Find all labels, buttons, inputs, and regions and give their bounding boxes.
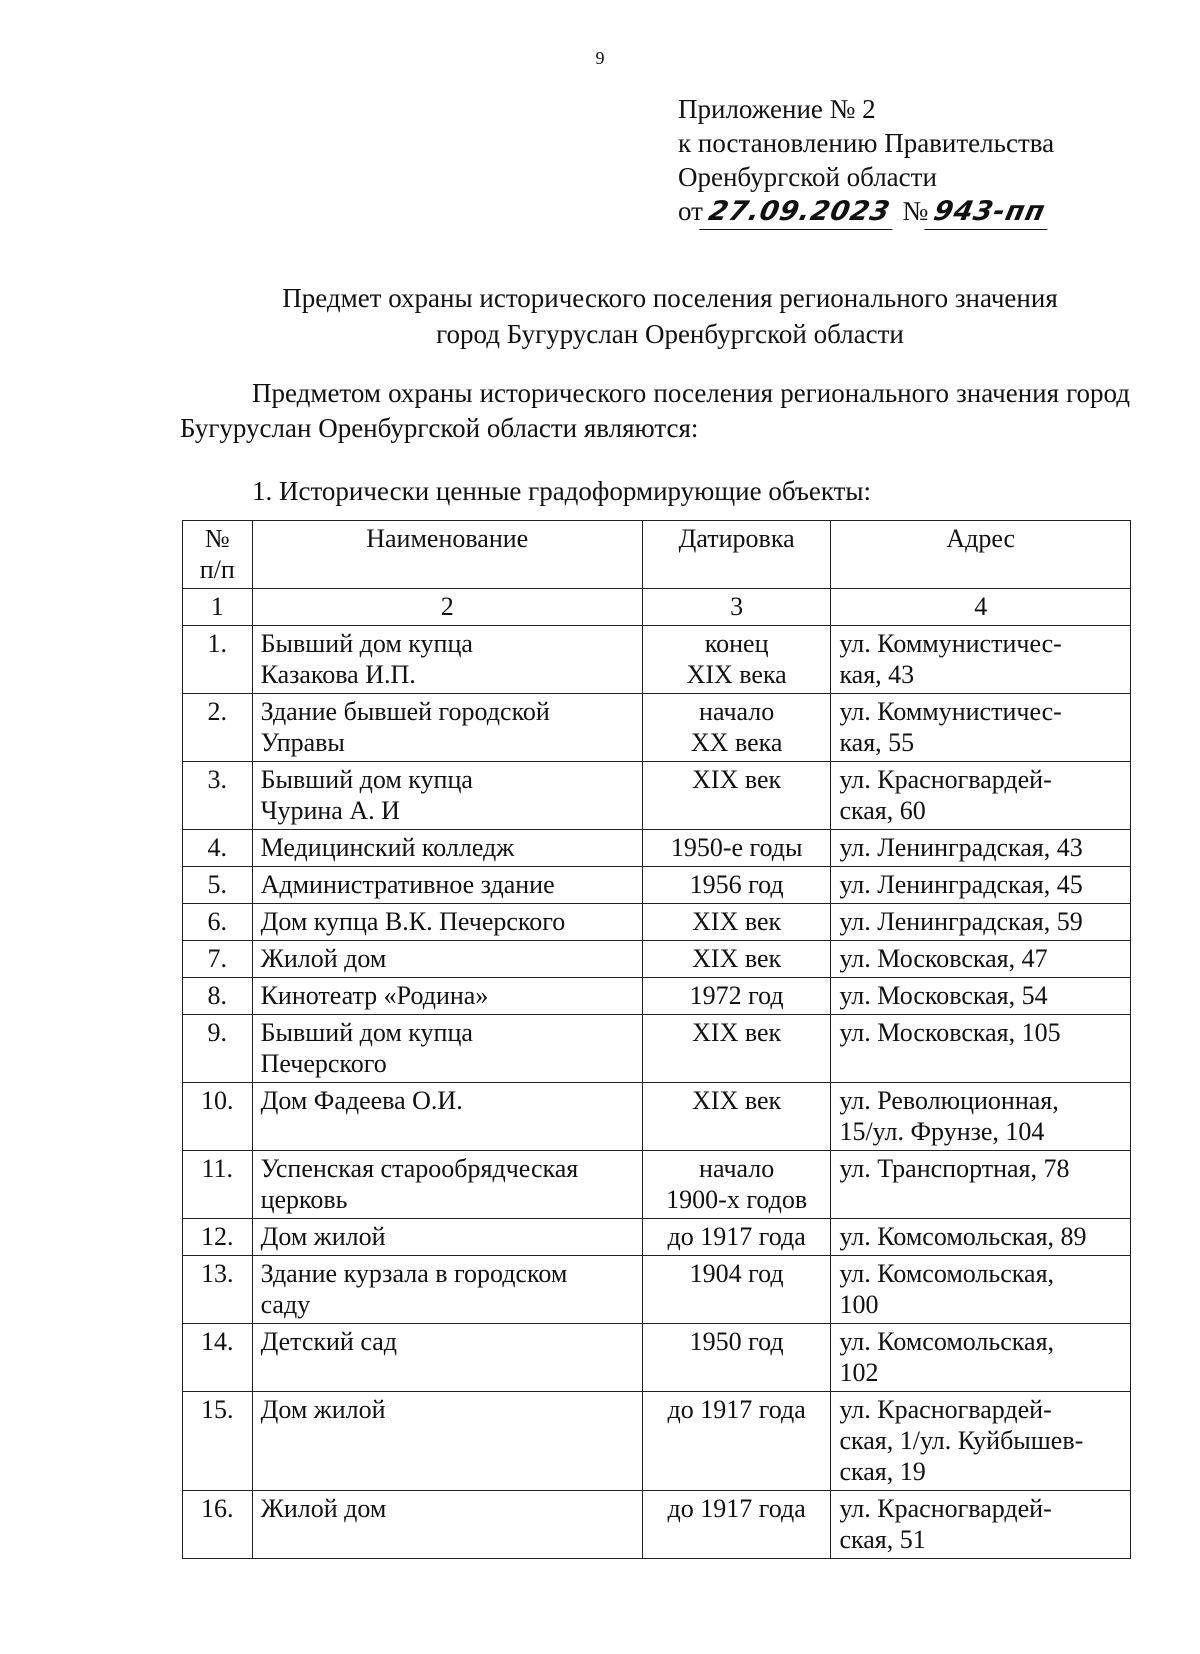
table-row <box>183 1324 1131 1392</box>
table-row <box>183 694 1131 762</box>
cell-address: ул. Ленинградская, 45 <box>831 867 1131 904</box>
document-title-line-1: Предмет охраны исторического поселения регионального значения <box>282 283 1058 313</box>
column-number: 2 <box>252 589 642 626</box>
document-title-line-2: город Бугуруслан Оренбургской области <box>436 319 904 349</box>
column-number: 3 <box>642 589 831 626</box>
document-title <box>240 280 1100 352</box>
cell-name: Здание бывшей городской Управы <box>252 694 642 762</box>
cell-number: 3. <box>183 762 253 830</box>
cell-address: ул. Московская, 47 <box>831 941 1131 978</box>
cell-date: XIX век <box>642 904 831 941</box>
column-number: 4 <box>831 589 1131 626</box>
cell-address: ул. Московская, 54 <box>831 978 1131 1015</box>
cell-name: Бывший дом купца Казакова И.П. <box>252 626 642 694</box>
cell-address: ул. Красногвардей- ская, 1/ул. Куйбышев- ская, 19 <box>831 1392 1131 1491</box>
cell-address: ул. Ленинградская, 59 <box>831 904 1131 941</box>
table-row <box>183 626 1131 694</box>
table-row <box>183 1491 1131 1559</box>
cell-date: 1950 год <box>642 1324 831 1392</box>
cell-number: 14. <box>183 1324 253 1392</box>
cell-address: ул. Красногвардей- ская, 51 <box>831 1491 1131 1559</box>
appendix-date-number-line <box>678 194 1054 230</box>
header-address: Адрес <box>831 521 1131 589</box>
cell-date: конец XIX века <box>642 626 831 694</box>
appendix-block <box>678 92 1054 230</box>
cell-name: Жилой дом <box>252 1491 642 1559</box>
column-number: 1 <box>183 589 253 626</box>
cell-number: 11. <box>183 1151 253 1219</box>
cell-number: 1. <box>183 626 253 694</box>
appendix-title: Приложение № 2 <box>678 94 876 124</box>
cell-address: ул. Красногвардей- ская, 60 <box>831 762 1131 830</box>
cell-name: Детский сад <box>252 1324 642 1392</box>
cell-number: 13. <box>183 1256 253 1324</box>
cell-number: 6. <box>183 904 253 941</box>
cell-address: ул. Комсомольская, 102 <box>831 1324 1131 1392</box>
intro-paragraph: Предметом охраны исторического поселения регионального значения город Бугуруслан Оренбургской области являются: <box>180 378 1130 443</box>
cell-name: Жилой дом <box>252 941 642 978</box>
table-row <box>183 941 1131 978</box>
table-row <box>183 867 1131 904</box>
cell-name: Бывший дом купца Чурина А. И <box>252 762 642 830</box>
date-prefix: от <box>678 196 703 226</box>
page-number: 9 <box>595 48 605 68</box>
cell-date: до 1917 года <box>642 1392 831 1491</box>
table-row <box>183 1256 1131 1324</box>
objects-table <box>182 520 1131 1559</box>
table-row <box>183 830 1131 867</box>
cell-number: 9. <box>183 1015 253 1083</box>
table-row <box>183 1219 1131 1256</box>
number-prefix: № <box>902 196 929 226</box>
cell-date: XIX век <box>642 1015 831 1083</box>
cell-number: 15. <box>183 1392 253 1491</box>
cell-name: Медицинский колледж <box>252 830 642 867</box>
cell-date: 1950-е годы <box>642 830 831 867</box>
cell-date: начало 1900-х годов <box>642 1151 831 1219</box>
cell-number: 12. <box>183 1219 253 1256</box>
cell-date: 1972 год <box>642 978 831 1015</box>
appendix-resolution-line: к постановлению Правительства <box>678 128 1055 158</box>
header-number: № п/п <box>183 521 253 589</box>
table-row <box>183 1015 1131 1083</box>
cell-address: ул. Революционная, 15/ул. Фрунзе, 104 <box>831 1083 1131 1151</box>
cell-number: 8. <box>183 978 253 1015</box>
cell-name: Дом жилой <box>252 1392 642 1491</box>
cell-name: Административное здание <box>252 867 642 904</box>
cell-date: до 1917 года <box>642 1219 831 1256</box>
cell-name: Дом Фадеева О.И. <box>252 1083 642 1151</box>
table-row <box>183 1151 1131 1219</box>
cell-number: 7. <box>183 941 253 978</box>
cell-address: ул. Коммунистичес- кая, 55 <box>831 694 1131 762</box>
table-row <box>183 1083 1131 1151</box>
section-heading: 1. Исторически ценные градоформирующие объекты: <box>252 476 872 506</box>
cell-number: 10. <box>183 1083 253 1151</box>
handwritten-number: 943-пп <box>925 195 1055 230</box>
table-row <box>183 904 1131 941</box>
table-row <box>183 1392 1131 1491</box>
cell-address: ул. Комсомольская, 100 <box>831 1256 1131 1324</box>
header-date: Датировка <box>642 521 831 589</box>
cell-name: Дом купца В.К. Печерского <box>252 904 642 941</box>
header-name: Наименование <box>252 521 642 589</box>
cell-date: XIX век <box>642 941 831 978</box>
cell-date: XIX век <box>642 762 831 830</box>
handwritten-date: 27.09.2023 <box>699 195 899 230</box>
cell-number: 5. <box>183 867 253 904</box>
cell-name: Бывший дом купца Печерского <box>252 1015 642 1083</box>
cell-address: ул. Коммунистичес- кая, 43 <box>831 626 1131 694</box>
cell-date: 1956 год <box>642 867 831 904</box>
table-row <box>183 978 1131 1015</box>
cell-date: до 1917 года <box>642 1491 831 1559</box>
cell-name: Кинотеатр «Родина» <box>252 978 642 1015</box>
table-row <box>183 762 1131 830</box>
cell-address: ул. Транспортная, 78 <box>831 1151 1131 1219</box>
table-header-row <box>183 521 1131 589</box>
cell-name: Здание курзала в городском саду <box>252 1256 642 1324</box>
cell-address: ул. Ленинградская, 43 <box>831 830 1131 867</box>
cell-number: 16. <box>183 1491 253 1559</box>
cell-address: ул. Комсомольская, 89 <box>831 1219 1131 1256</box>
column-number-row <box>183 589 1131 626</box>
cell-number: 4. <box>183 830 253 867</box>
cell-number: 2. <box>183 694 253 762</box>
cell-date: 1904 год <box>642 1256 831 1324</box>
cell-date: XIX век <box>642 1083 831 1151</box>
appendix-region-line: Оренбургской области <box>678 162 937 192</box>
cell-name: Дом жилой <box>252 1219 642 1256</box>
cell-date: начало XX века <box>642 694 831 762</box>
cell-address: ул. Московская, 105 <box>831 1015 1131 1083</box>
cell-name: Успенская старообрядческая церковь <box>252 1151 642 1219</box>
